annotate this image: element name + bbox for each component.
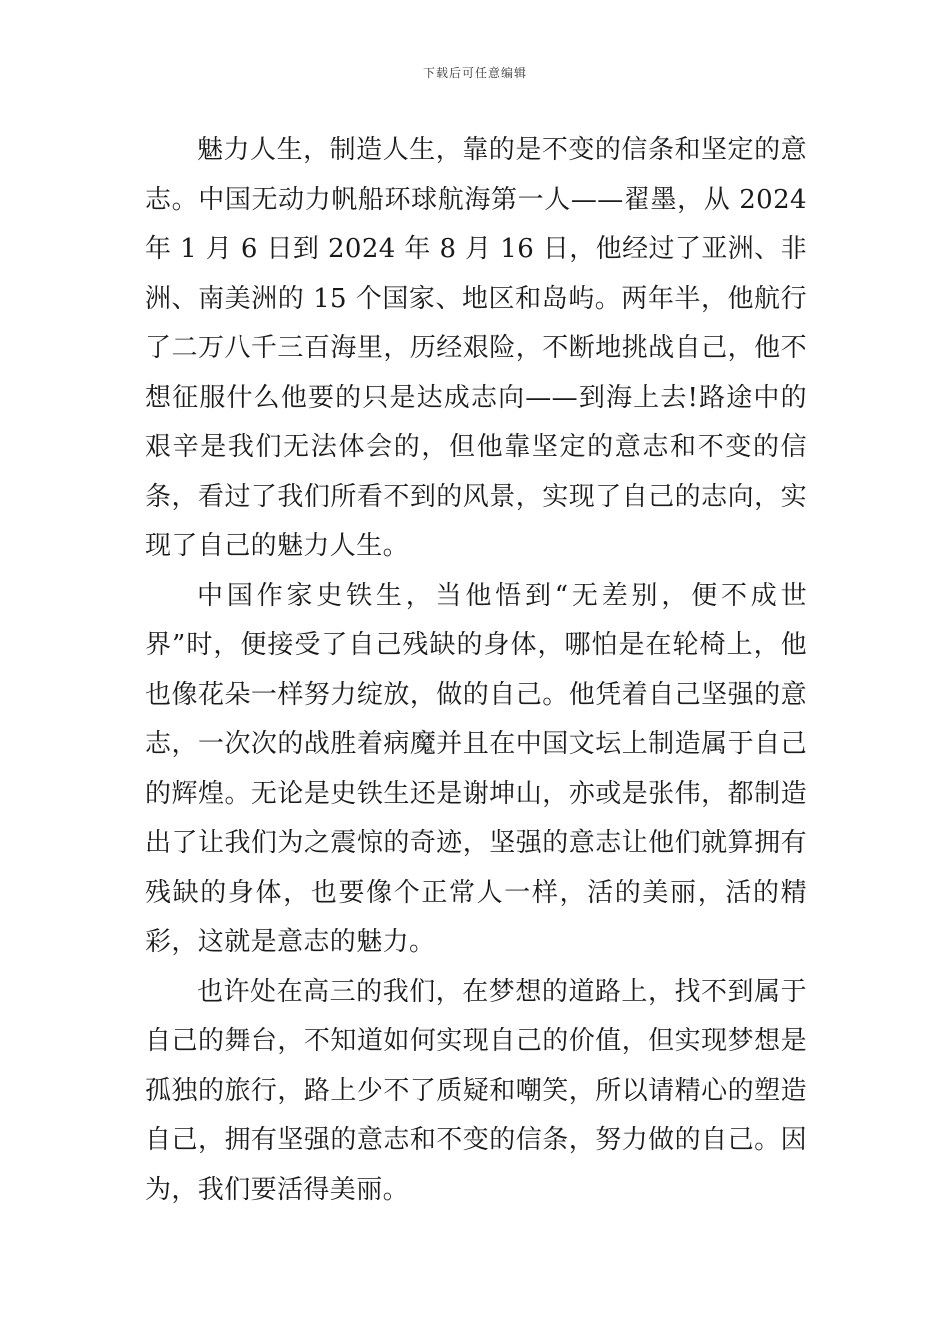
paragraph: 中国作家史铁生，当他悟到“无差别，便不成世界”时，便接受了自己残缺的身体，哪怕是在轮椅上，他也像花朵一样努力绽放，做的自己。他凭着自己坚强的意志，一次次的战胜着病魔并且在中国文坛上制造属于自己的辉煌。无论是史铁生还是谢坤山，亦或是张伟，都制造出了让我们为之震惊的奇迹，坚强的意志让他们就算拥有残缺的身体，也要像个正常人一样，活的美丽，活的精彩，这就是意志的魅力。: [145, 580, 807, 957]
document-body: [145, 126, 807, 1215]
paragraph: 也许处在高三的我们，在梦想的道路上，找不到属于自己的舞台，不知道如何实现自己的价值，但实现梦想是孤独的旅行，路上少不了质疑和嘲笑，所以请精心的塑造自己，拥有坚强的意志和不变的信条，努力做的自己。因为，我们要活得美丽。: [145, 976, 807, 1205]
page-header-note: 下载后可任意编辑: [422, 66, 527, 80]
paragraph: 魅力人生，制造人生，靠的是不变的信条和坚定的意志。中国无动力帆船环球航海第一人——翟墨，从 2024 年 1 月 6 日到 2024 年 8 月 16 日，他经过了亚洲、非洲、南美洲的 15 个国家、地区和岛屿。两年半，他航行了二万八千三百海里，历经艰险，不断地挑战自己，他不想征服什么他要的只是达成志向——到海上去!路途中的艰辛是我们无法体会的，但他靠坚定的意志和不变的信条，看过了我们所看不到的风景，实现了自己的志向，实现了自己的魅力人生。: [145, 135, 807, 561]
